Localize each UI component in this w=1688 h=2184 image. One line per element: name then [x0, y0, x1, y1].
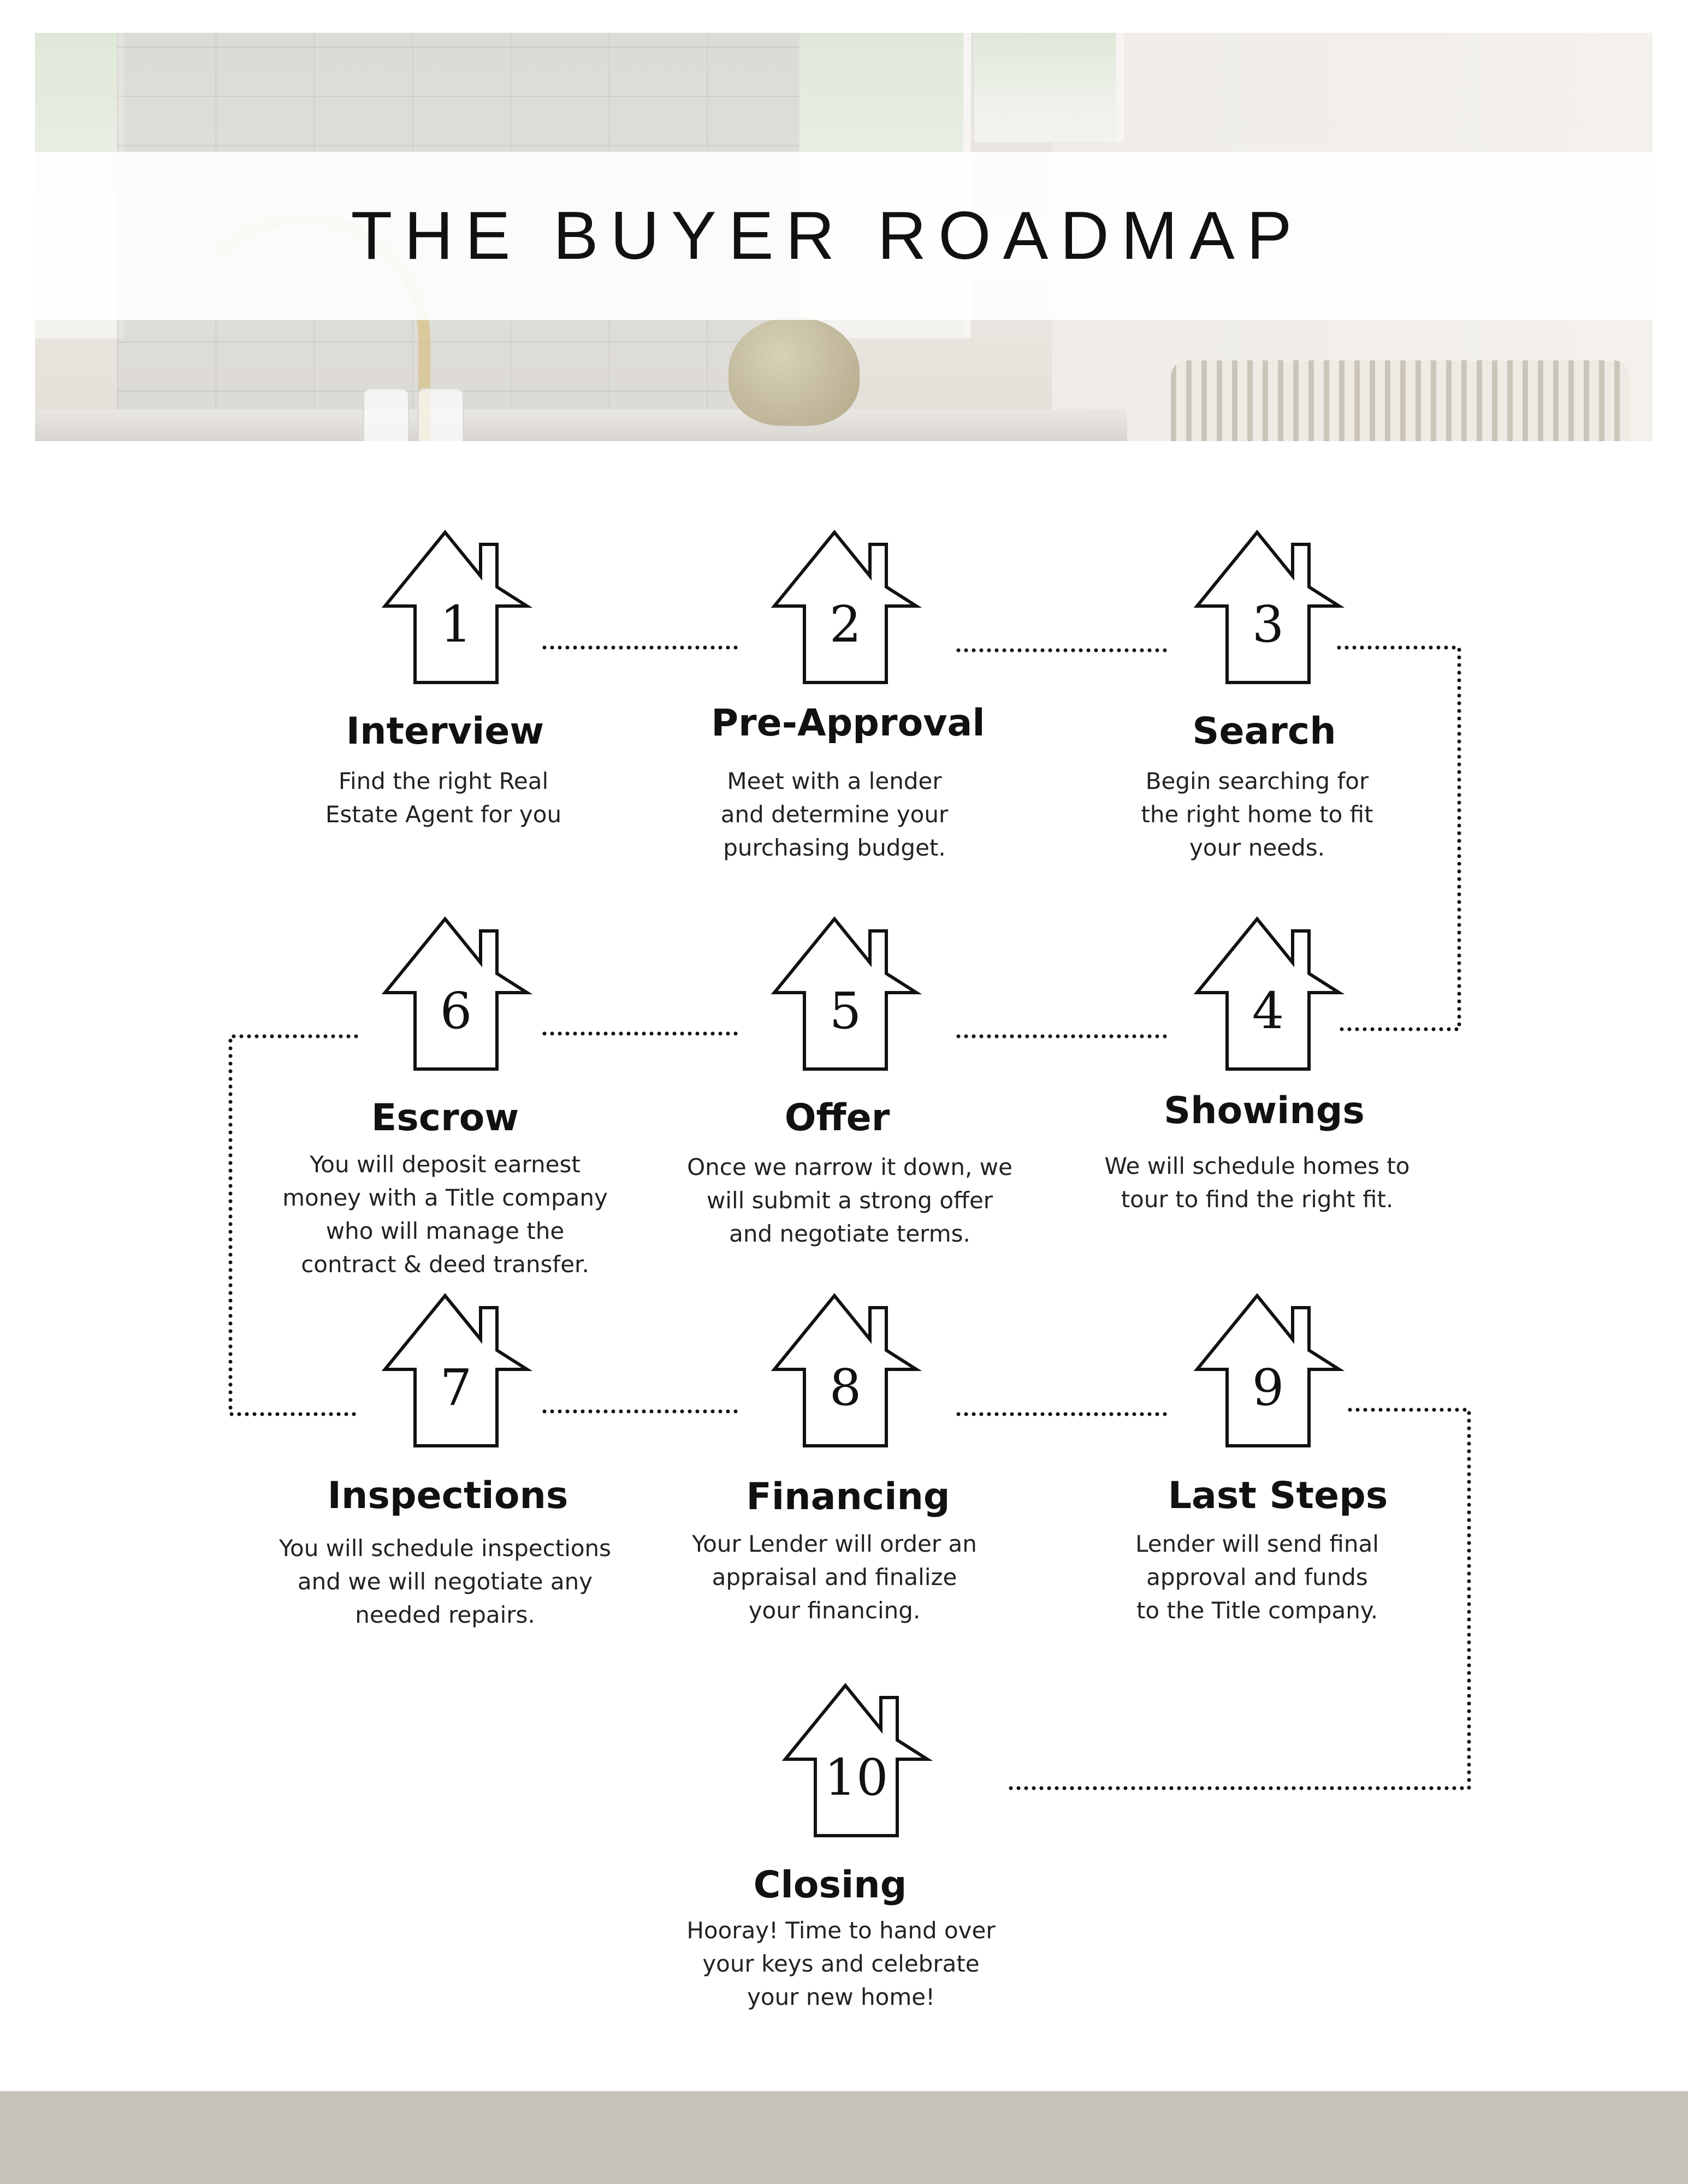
- step-description: Hooray! Time to hand over your keys and celebrate your new home!: [686, 1917, 996, 2010]
- step-title: Offer: [784, 1096, 890, 1140]
- house-icon: [1197, 1296, 1339, 1446]
- step-title: Escrow: [371, 1096, 519, 1140]
- house-icon: [385, 1296, 527, 1446]
- house-icon: [1197, 919, 1339, 1069]
- step-number: 7: [440, 1358, 472, 1417]
- step-number: 6: [440, 982, 472, 1040]
- step-number: 9: [1252, 1358, 1284, 1417]
- page-title: THE BUYER ROADMAP: [351, 198, 1304, 274]
- step-title: Financing: [746, 1475, 950, 1518]
- footer-band: [0, 2091, 1688, 2184]
- step-number: 8: [829, 1358, 862, 1417]
- step-description: Begin searching for the right home to fit your needs.: [1141, 768, 1373, 861]
- step-title: Showings: [1164, 1089, 1365, 1132]
- house-icon: [774, 532, 916, 682]
- house-icon: [774, 919, 916, 1069]
- step-number: 2: [829, 595, 862, 654]
- step-title: Pre-Approval: [711, 702, 985, 745]
- step-title: Search: [1192, 710, 1336, 753]
- house-icon: [785, 1686, 927, 1836]
- step-title: Interview: [346, 710, 544, 753]
- step-title: Inspections: [327, 1474, 568, 1517]
- step-number: 4: [1252, 982, 1284, 1040]
- house-icon: [774, 1296, 916, 1446]
- step-description: You will deposit earnest money with a Title company who will manage the contract & deed transfer.: [282, 1151, 608, 1278]
- step-number: 3: [1252, 595, 1284, 654]
- step-number: 5: [829, 982, 862, 1040]
- step-description: We will schedule homes to tour to find the right fit.: [1104, 1153, 1410, 1213]
- step-description: Find the right Real Estate Agent for you: [325, 768, 562, 828]
- house-icon: [385, 919, 527, 1069]
- step-title: Last Steps: [1168, 1474, 1388, 1517]
- house-icon: [1197, 532, 1339, 682]
- step-description: Your Lender will order an appraisal and finalize your financing.: [692, 1530, 977, 1624]
- house-icon: [385, 532, 527, 682]
- step-title: Closing: [753, 1863, 907, 1907]
- step-number: 10: [824, 1748, 889, 1807]
- step-description: Lender will send final approval and funds to the Title company.: [1135, 1530, 1379, 1624]
- step-number: 1: [440, 595, 472, 654]
- step-description: You will schedule inspections and we will negotiate any needed repairs.: [279, 1535, 612, 1628]
- step-description: Once we narrow it down, we will submit a strong offer and negotiate terms.: [687, 1154, 1012, 1247]
- step-description: Meet with a lender and determine your purchasing budget.: [720, 768, 949, 861]
